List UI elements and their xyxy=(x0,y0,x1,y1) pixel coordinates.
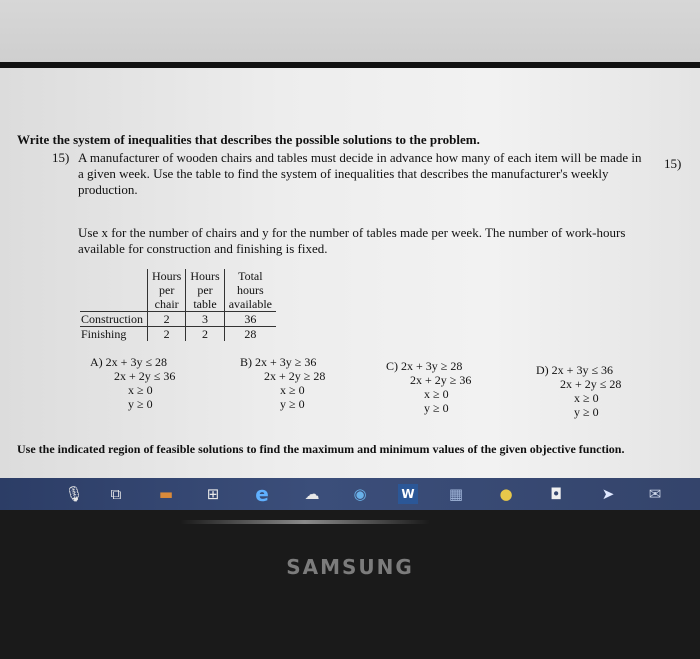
app-icon[interactable]: ▦ xyxy=(448,485,464,503)
table-header-row xyxy=(80,297,276,312)
choice-line: x ≥ 0 xyxy=(424,387,449,401)
onedrive-icon[interactable]: ☁ xyxy=(304,485,320,503)
table-header-cell: Total xyxy=(224,269,276,283)
table-header-cell: chair xyxy=(148,297,186,312)
edge-browser-icon[interactable]: e xyxy=(255,482,269,506)
choice-line: 2x + 2y ≥ 36 xyxy=(410,373,472,387)
task-view-icon[interactable]: ⧉ xyxy=(110,485,122,503)
choice-line: 2x + 2y ≥ 28 xyxy=(264,369,326,383)
choice-line: 2x + 3y ≥ 28 xyxy=(401,359,463,373)
choice-a xyxy=(90,355,175,411)
table-cell: 2 xyxy=(148,312,186,327)
screen-top-band xyxy=(0,0,700,62)
table-header-cell: per xyxy=(148,283,186,297)
table-header-cell: per xyxy=(186,283,224,297)
next-question-text: Use the indicated region of feasible solutions to find the maximum and minimum values of the given objective function. xyxy=(17,442,625,456)
table-header-cell: available xyxy=(224,297,276,312)
choice-label: B) xyxy=(240,355,252,369)
choice-label: D) xyxy=(536,363,549,377)
choice-line: 2x + 3y ≥ 36 xyxy=(255,355,317,369)
table-row xyxy=(80,312,276,327)
choice-line: 2x + 2y ≤ 36 xyxy=(114,369,176,383)
table-row-label: Construction xyxy=(80,312,148,327)
table-cell: 36 xyxy=(224,312,276,327)
table-header-cell: table xyxy=(186,297,224,312)
table-cell: 3 xyxy=(186,312,224,327)
store-icon[interactable]: ⊞ xyxy=(206,485,220,503)
table-row xyxy=(80,327,276,342)
table-header-cell: Hours xyxy=(148,269,186,283)
answer-number: 15) xyxy=(664,156,682,171)
choice-line: x ≥ 0 xyxy=(128,383,153,397)
word-icon[interactable]: W xyxy=(398,484,418,504)
choice-b xyxy=(240,355,325,411)
table-header-cell: hours xyxy=(224,283,276,297)
table-header-row xyxy=(80,269,276,283)
choice-line: y ≥ 0 xyxy=(574,405,599,419)
camera-icon[interactable]: ◘ xyxy=(550,485,562,503)
question-number: 15) xyxy=(52,150,70,165)
choice-line: y ≥ 0 xyxy=(280,397,305,411)
choice-line: y ≥ 0 xyxy=(128,397,153,411)
mail-icon[interactable]: ✉ xyxy=(648,485,662,503)
photos-icon[interactable]: ▬ xyxy=(158,485,174,503)
bezel-reflection xyxy=(180,520,430,524)
chrome-icon[interactable]: ◉ xyxy=(353,485,367,503)
choice-label: C) xyxy=(386,359,398,373)
choice-d xyxy=(536,363,621,419)
choice-line: 2x + 3y ≤ 28 xyxy=(105,355,168,369)
choice-line: 2x + 3y ≤ 36 xyxy=(551,363,614,377)
table-cell: 28 xyxy=(224,327,276,342)
instruction-heading: Write the system of inequalities that describes the possible solutions to the problem. xyxy=(17,132,480,147)
choice-line: 2x + 2y ≤ 28 xyxy=(560,377,622,391)
table-row-label: Finishing xyxy=(81,327,127,341)
table-cell: 2 xyxy=(186,327,224,342)
question-text: A manufacturer of wooden chairs and tables must decide in advance how many of each item will be made in a given week. Use the table to find the system of inequalities that describes the manufacturer's weekly production. xyxy=(78,150,642,197)
device-brand-label: SAMSUNG xyxy=(286,555,414,579)
maps-icon[interactable]: ● xyxy=(499,485,513,503)
variables-paragraph: Use x for the number of chairs and y for the number of tables made per week. The number of work-hours available for construction and finishing is fixed. xyxy=(78,225,626,256)
send-icon[interactable]: ➤ xyxy=(601,485,615,503)
document-page xyxy=(0,68,700,478)
work-hours-table xyxy=(80,269,276,341)
taskbar xyxy=(0,478,700,510)
choice-line: x ≥ 0 xyxy=(280,383,305,397)
table-header-cell: Hours xyxy=(186,269,224,283)
choice-line: x ≥ 0 xyxy=(574,391,599,405)
choice-c xyxy=(386,359,471,415)
choice-line: y ≥ 0 xyxy=(424,401,449,415)
table-cell: 2 xyxy=(148,327,186,342)
choice-label: A) xyxy=(90,355,103,369)
microphone-icon[interactable]: 🎙 xyxy=(64,485,84,503)
table-header-row xyxy=(80,283,276,297)
